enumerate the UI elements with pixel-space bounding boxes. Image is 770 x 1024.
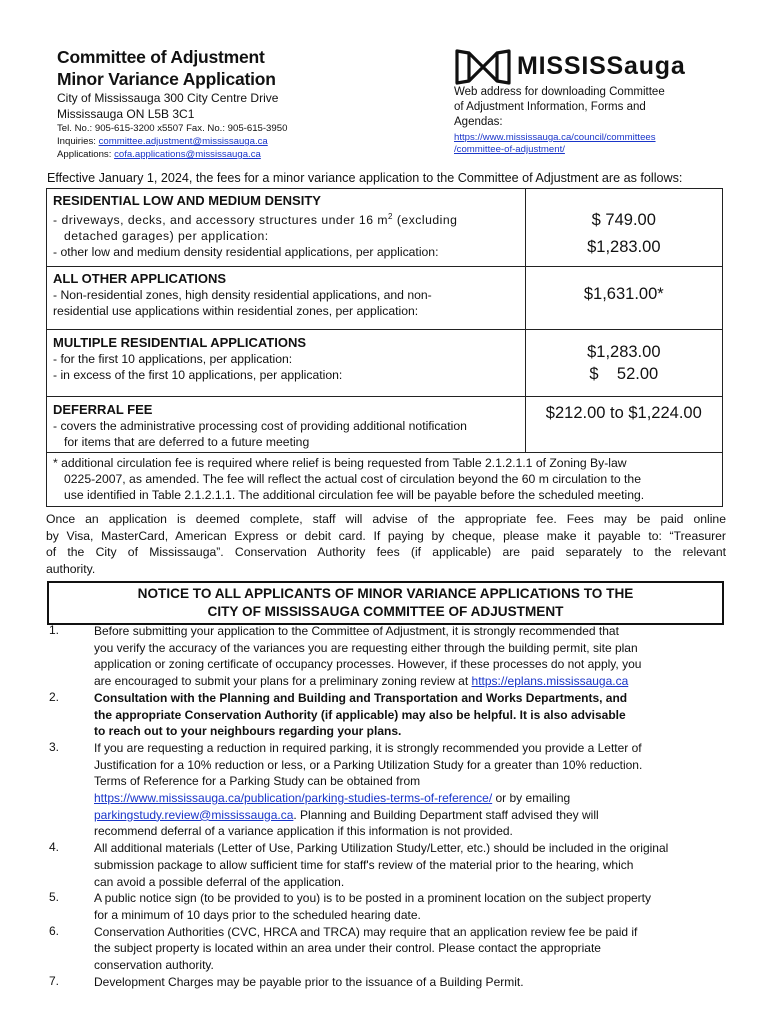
item-line: recommend deferral of a variance application if this information is not provided. — [94, 824, 513, 839]
notice-item-5 — [49, 890, 729, 923]
fee-heading: MULTIPLE RESIDENTIAL APPLICATIONS — [53, 335, 307, 350]
fee-amount-cell — [525, 189, 722, 267]
item-line: you verify the accuracy of the variances you are requesting either through the building permit, site plan — [94, 640, 638, 655]
mississauga-logo-mark-icon — [453, 47, 513, 87]
fee-line-text: - driveways, decks, and accessory structures under 16 m — [53, 213, 389, 228]
notice-item-7 — [49, 974, 729, 991]
fee-heading: ALL OTHER APPLICATIONS — [53, 271, 227, 286]
web-text-line1: Web address for downloading Committee — [454, 86, 665, 98]
form-title-line1: Committee of Adjustment — [57, 47, 265, 67]
item-line-text: . Planning and Building Department staff advised they will — [293, 807, 599, 822]
fee-row-deferral — [47, 397, 723, 453]
notice-items-list — [49, 623, 729, 990]
footnote-line: 0225-2007, as amended. The fee will reflect the actual cost of circulation beyond the 60 m circulation to the — [64, 472, 641, 486]
item-text — [94, 840, 729, 890]
item-number: 5. — [49, 890, 60, 905]
item-number: 3. — [49, 739, 60, 754]
item-line: the appropriate Conservation Authority (if applicable) may also be helpful. It is also advisable — [94, 707, 626, 722]
applications-email-link[interactable]: cofa.applications@mississauga.ca — [114, 149, 261, 160]
fee-table — [46, 188, 723, 507]
item-text — [94, 890, 729, 923]
superscript-2: 2 — [388, 212, 393, 221]
fee-line: - in excess of the first 10 applications, per application: — [53, 368, 343, 382]
logo-wordmark: MISSISSauga — [517, 52, 686, 80]
item-line: Consultation with the Planning and Building and Transportation and Works Departments, and — [94, 690, 628, 705]
parking-study-terms-link[interactable]: https://www.mississauga.ca/publication/parking-studies-terms-of-reference/ — [94, 791, 493, 806]
fee-amount-cell — [525, 397, 722, 453]
inquiries-label: Inquiries: — [57, 136, 99, 147]
inquiries-line — [57, 135, 268, 148]
form-title-line2: Minor Variance Application — [57, 69, 276, 89]
item-text — [94, 623, 729, 690]
fee-heading: RESIDENTIAL LOW AND MEDIUM DENSITY — [53, 193, 321, 208]
fee-description-cell — [47, 330, 526, 397]
fees-intro: Effective January 1, 2024, the fees for a minor variance application to the Committee of Adjustment are as follows: — [47, 171, 683, 185]
item-line — [94, 807, 729, 824]
notice-box — [47, 581, 724, 625]
address-line1: City of Mississauga 300 City Centre Drive — [57, 91, 279, 105]
item-text — [94, 974, 729, 991]
item-line: All additional materials (Letter of Use, Parking Utilization Study/Letter, etc.) should be included in the original — [94, 841, 669, 856]
item-text — [94, 740, 729, 840]
item-line: A public notice sign (to be provided to you) is to be posted in a prominent location on the subject property — [94, 891, 652, 906]
fee-amount-cell — [525, 267, 722, 330]
fee-line: - Non-residential zones, high density residential applications, and non- — [53, 288, 432, 302]
item-line: the subject property is located within an area under their control. Please contact the appropriate — [94, 941, 601, 956]
fee-line — [53, 209, 519, 228]
address-line2: Mississauga ON L5B 3C1 — [57, 107, 195, 121]
item-text — [94, 690, 729, 740]
item-number: 4. — [49, 840, 60, 855]
fee-line: - for the first 10 applications, per application: — [53, 352, 293, 366]
web-url-link-line2[interactable]: /committee-of-adjustment/ — [454, 144, 565, 155]
item-number: 6. — [49, 923, 60, 938]
fee-heading: DEFERRAL FEE — [53, 402, 153, 417]
payment-line: by Visa, MasterCard, American Express or debit card. If paying by cheque, please make it payable to: “Treasurer — [46, 528, 726, 543]
mississauga-logo — [453, 47, 686, 87]
footnote-line: use identified in Table 2.1.2.1.1. The additional circulation fee will be payable before the scheduled meeting. — [64, 488, 645, 502]
fee-description-cell — [47, 267, 526, 330]
item-line — [94, 790, 729, 807]
fee-row-residential-low-medium — [47, 189, 723, 267]
parking-study-email-link[interactable]: parkingstudy.review@mississauga.ca — [94, 807, 294, 822]
fee-description-cell — [47, 397, 526, 453]
item-line: submission package to allow sufficient time for staff's review of the material prior to the hearing, which — [94, 857, 634, 872]
fee-amount: $212.00 to $1,224.00 — [545, 404, 702, 422]
fee-amount: $1,631.00* — [583, 285, 664, 303]
applications-label: Applications: — [57, 149, 115, 160]
item-line: Development Charges may be payable prior to the issuance of a Building Permit. — [94, 974, 524, 989]
notice-item-3 — [49, 740, 729, 840]
fee-line: for items that are deferred to a future meeting — [64, 435, 310, 449]
fee-line: residential use applications within residential zones, per application: — [53, 304, 419, 318]
web-text-line3: Agendas: — [454, 116, 503, 128]
web-url-link-line1[interactable]: https://www.mississauga.ca/council/committees — [454, 132, 656, 143]
applications-line — [57, 148, 261, 161]
item-line: application or zoning certificate of occupancy processes. However, if these processes do not apply, you — [94, 657, 642, 672]
notice-item-4 — [49, 840, 729, 890]
item-line: Conservation Authorities (CVC, HRCA and TRCA) may require that an application review fee be paid if — [94, 924, 638, 939]
payment-line: Once an application is deemed complete, staff will advise of the appropriate fee. Fees may be paid online — [46, 512, 726, 526]
item-line-text: are encouraged to submit your plans for a preliminary zoning review at — [94, 674, 472, 689]
fee-amount: $ 749.00 — [591, 211, 656, 229]
notice-heading-line2: CITY OF MISSISSAUGA COMMITTEE OF ADJUSTMENT — [207, 604, 564, 619]
fee-line: - covers the administrative processing cost of providing additional notification — [53, 419, 467, 433]
fee-footnote-row — [47, 453, 723, 507]
fee-description-cell — [47, 189, 526, 267]
item-line: Before submitting your application to the Committee of Adjustment, it is strongly recommended that — [94, 624, 619, 638]
item-line — [94, 673, 729, 690]
eplans-link[interactable]: https://eplans.mississauga.ca — [471, 674, 629, 689]
item-line: for a minimum of 10 days prior to the scheduled hearing date. — [94, 907, 421, 922]
item-line: to reach out to your neighbours regarding your plans. — [94, 724, 402, 739]
item-number: 2. — [49, 689, 60, 704]
fee-row-all-other — [47, 267, 723, 330]
notice-item-6 — [49, 924, 729, 974]
fee-row-multiple-residential — [47, 330, 723, 397]
notice-heading-line1: NOTICE TO ALL APPLICANTS OF MINOR VARIANCE APPLICATIONS TO THE — [137, 586, 634, 601]
item-line: can avoid a possible deferral of the application. — [94, 874, 345, 889]
fee-line-text: (excluding — [392, 213, 458, 228]
payment-paragraph — [46, 511, 726, 578]
item-line-text: or by emailing — [492, 791, 571, 806]
fee-line: - other low and medium density residential applications, per application: — [53, 245, 439, 260]
payment-line: authority. — [46, 562, 96, 577]
fee-footnote — [47, 453, 723, 507]
fee-amount-cell — [525, 330, 722, 397]
item-line: Terms of Reference for a Parking Study can be obtained from — [94, 774, 421, 789]
notice-item-1 — [49, 623, 729, 690]
fee-amount: $1,283.00 — [587, 343, 661, 361]
web-text-line2: of Adjustment Information, Forms and — [454, 101, 646, 113]
item-number: 7. — [49, 973, 60, 988]
inquiries-email-link[interactable]: committee.adjustment@mississauga.ca — [98, 136, 268, 147]
fee-amount: $ 52.00 — [589, 365, 659, 383]
item-line: Justification for a 10% reduction or less, or a Parking Utilization Study for a greater than 10% reduction. — [94, 757, 643, 772]
fee-line: detached garages) per application: — [64, 229, 269, 244]
footnote-line: * additional circulation fee is required where relief is being requested from Table 2.1.2.1.1 of Zoning By-law — [53, 456, 627, 470]
payment-line: of the City of Mississauga”. Conservation Authority fees (if applicable) are paid separately to the relevant — [46, 545, 726, 560]
notice-item-2 — [49, 690, 729, 740]
fee-amount: $1,283.00 — [587, 238, 661, 256]
item-line: conservation authority. — [94, 958, 214, 973]
phone-fax-line: Tel. No.: 905-615-3200 x5507 Fax. No.: 905-615-3950 — [57, 123, 288, 134]
item-text — [94, 924, 729, 974]
item-line: If you are requesting a reduction in required parking, it is strongly recommended you provide a Letter of — [94, 740, 642, 755]
item-number: 1. — [49, 623, 60, 637]
